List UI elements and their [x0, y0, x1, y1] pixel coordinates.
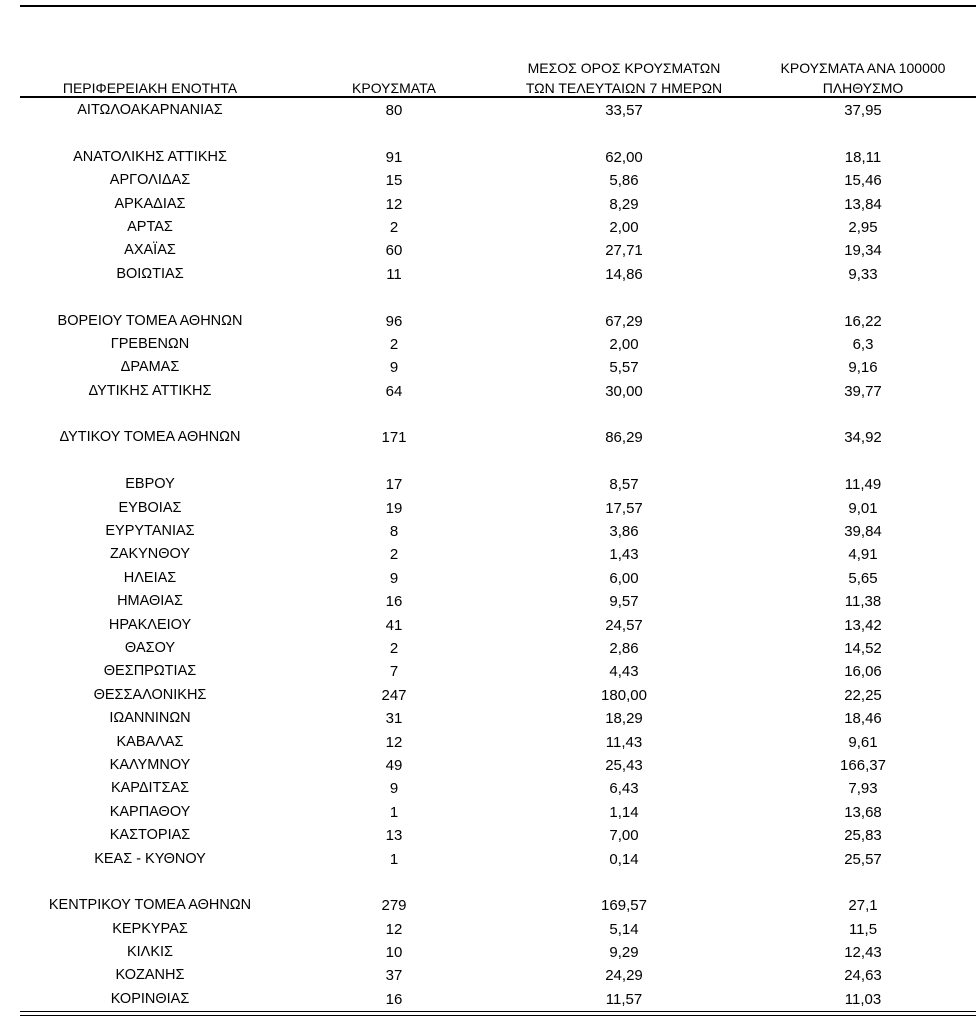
avg7-cell: 62,00 — [605, 148, 643, 166]
cases-cell: 9 — [389, 569, 399, 587]
avg7-cell: 1,14 — [609, 803, 639, 821]
per100k-cell: 11,49 — [844, 476, 882, 494]
table-row — [20, 824, 976, 847]
header-cases — [320, 78, 468, 98]
cases-cell: 12 — [385, 733, 403, 751]
cases-cell: 1 — [389, 850, 399, 868]
avg7-cell: 2,00 — [609, 335, 639, 353]
per100k-cell: 16,06 — [844, 663, 882, 681]
region-cell: ΑΝΑΤΟΛΙΚΗΣ ΑΤΤΙΚΗΣ — [73, 148, 227, 165]
region-cell: ΑΡΚΑΔΙΑΣ — [114, 195, 186, 212]
region-cell: ΚΑΡΔΙΤΣΑΣ — [110, 780, 190, 797]
region-cell: ΘΑΣΟΥ — [124, 639, 176, 656]
table-row — [20, 684, 976, 707]
table-row — [20, 918, 976, 941]
table-row — [20, 894, 976, 917]
cases-cell: 64 — [385, 382, 403, 400]
region-cell: ΑΡΓΟΛΙΔΑΣ — [109, 172, 191, 189]
region-cell: ΔΥΤΙΚΗΣ ΑΤΤΙΚΗΣ — [88, 382, 212, 399]
header-avg7-line1: ΜΕΣΟΣ ΟΡΟΣ ΚΡΟΥΣΜΑΤΩΝ — [527, 60, 721, 76]
avg7-cell: 11,43 — [605, 733, 643, 751]
cases-cell: 2 — [389, 546, 399, 564]
avg7-cell: 0,14 — [609, 850, 639, 868]
region-cell: ΑΡΤΑΣ — [127, 218, 173, 235]
avg7-cell: 180,00 — [601, 686, 647, 704]
table-row — [20, 731, 976, 754]
cases-cell: 279 — [381, 897, 407, 915]
table-row — [20, 637, 976, 660]
table-row — [20, 380, 976, 403]
cases-cell: 17 — [385, 476, 403, 494]
cases-cell: 19 — [385, 499, 403, 517]
avg7-cell: 3,86 — [609, 523, 639, 541]
header-avg7-line2: ΤΩΝ ΤΕΛΕΥΤΑΙΩΝ 7 ΗΜΕΡΩΝ — [525, 80, 723, 96]
cases-cell: 16 — [385, 593, 403, 611]
table-row — [20, 193, 976, 216]
per100k-cell: 22,25 — [844, 686, 882, 704]
per100k-cell: 13,68 — [844, 803, 882, 821]
region-cell: ΚΑΣΤΟΡΙΑΣ — [109, 827, 191, 844]
region-cell: ΚΕΝΤΡΙΚΟΥ ΤΟΜΕΑ ΑΘΗΝΩΝ — [48, 897, 252, 914]
region-cell: ΗΜΑΘΙΑΣ — [117, 593, 183, 610]
table-row — [20, 333, 976, 356]
table-row — [20, 310, 976, 333]
region-cell: ΓΡΕΒΕΝΩΝ — [110, 335, 190, 352]
table-row — [20, 941, 976, 964]
cases-cell: 15 — [385, 172, 403, 190]
avg7-cell: 9,57 — [609, 593, 639, 611]
cases-cell: 171 — [381, 429, 407, 447]
avg7-cell: 5,57 — [609, 359, 639, 377]
cases-cell: 80 — [385, 102, 403, 119]
table-row — [20, 239, 976, 262]
table-row — [20, 964, 976, 987]
per100k-cell: 166,37 — [840, 756, 886, 774]
avg7-cell: 67,29 — [605, 312, 643, 330]
cases-cell: 12 — [385, 920, 403, 938]
region-cell: ΕΥΒΟΙΑΣ — [118, 499, 182, 516]
per100k-cell: 18,11 — [844, 148, 882, 166]
per100k-cell: 13,84 — [844, 195, 882, 213]
per100k-cell: 9,16 — [848, 359, 878, 377]
table-row — [20, 567, 976, 590]
table-row — [20, 520, 976, 543]
cases-cell: 11 — [386, 265, 402, 283]
avg7-cell: 9,29 — [609, 944, 639, 962]
header-cases-label: ΚΡΟΥΣΜΑΤΑ — [352, 80, 436, 96]
table-row — [20, 848, 976, 871]
table-row — [20, 356, 976, 379]
avg7-cell: 2,86 — [609, 639, 639, 657]
per100k-cell: 39,84 — [844, 523, 882, 541]
avg7-cell: 25,43 — [605, 756, 643, 774]
bottom-rule — [20, 1011, 976, 1016]
avg7-cell: 14,86 — [605, 265, 643, 283]
table-row — [20, 777, 976, 800]
per100k-cell: 25,57 — [844, 850, 882, 868]
cases-cell: 13 — [385, 827, 403, 845]
cases-cell: 16 — [385, 990, 403, 1008]
top-rule — [20, 5, 976, 7]
table-row — [20, 543, 976, 566]
region-cell: ΚΑΛΥΜΝΟΥ — [109, 756, 191, 773]
per100k-cell: 5,65 — [848, 569, 878, 587]
region-cell: ΚΙΛΚΙΣ — [126, 944, 174, 961]
avg7-cell: 18,29 — [605, 710, 643, 728]
cases-cell: 2 — [389, 639, 399, 657]
avg7-cell: 33,57 — [605, 102, 643, 119]
cases-cell: 91 — [385, 148, 403, 166]
region-cell: ΚΟΡΙΝΘΙΑΣ — [110, 990, 190, 1007]
per100k-cell: 15,46 — [844, 172, 882, 190]
per100k-cell: 4,91 — [848, 546, 878, 564]
region-cell: ΑΧΑΪΑΣ — [124, 242, 176, 259]
cases-cell: 1 — [389, 803, 399, 821]
region-cell: ΔΡΑΜΑΣ — [120, 359, 180, 376]
cases-cell: 8 — [389, 523, 399, 541]
avg7-cell: 30,00 — [605, 382, 643, 400]
per100k-cell: 24,63 — [844, 967, 882, 985]
avg7-cell: 11,57 — [605, 990, 643, 1008]
table-row — [20, 146, 976, 169]
region-cell: ΚΑΒΑΛΑΣ — [116, 733, 184, 750]
table-row — [20, 754, 976, 777]
table-row — [20, 426, 976, 449]
cases-cell: 12 — [385, 195, 403, 213]
table-row — [20, 801, 976, 824]
table-header — [20, 56, 976, 98]
cases-cell: 247 — [381, 686, 407, 704]
per100k-cell: 27,1 — [848, 897, 878, 915]
region-cell: ΗΡΑΚΛΕΙΟΥ — [108, 616, 192, 633]
avg7-cell: 24,57 — [605, 616, 643, 634]
cases-cell: 10 — [385, 944, 403, 962]
per100k-cell: 7,93 — [848, 780, 878, 798]
table-row — [20, 169, 976, 192]
avg7-cell: 24,29 — [605, 967, 643, 985]
table-row — [20, 473, 976, 496]
per100k-cell: 19,34 — [844, 242, 882, 260]
per100k-cell: 16,22 — [844, 312, 882, 330]
region-cell: ΒΟΡΕΙΟΥ ΤΟΜΕΑ ΑΘΗΝΩΝ — [57, 312, 243, 329]
table-row — [20, 988, 976, 1011]
region-cell: ΘΕΣΠΡΩΤΙΑΣ — [103, 663, 197, 680]
per100k-cell: 6,3 — [852, 335, 874, 353]
per100k-cell: 37,95 — [844, 102, 882, 119]
per100k-cell: 18,46 — [844, 710, 882, 728]
region-cell: ΕΒΡΟΥ — [125, 476, 175, 493]
region-cell: ΚΕΑΣ - ΚΥΘΝΟΥ — [94, 850, 206, 867]
header-per100k-line1: ΚΡΟΥΣΜΑΤΑ ΑΝΑ 100000 — [780, 60, 946, 76]
avg7-cell: 169,57 — [601, 897, 647, 915]
header-per100k — [750, 58, 976, 98]
avg7-cell: 17,57 — [605, 499, 643, 517]
cases-cell: 2 — [389, 218, 399, 236]
header-region — [20, 78, 280, 98]
cases-cell: 2 — [389, 335, 399, 353]
table-row — [20, 590, 976, 613]
table-row — [20, 707, 976, 730]
avg7-cell: 1,43 — [609, 546, 639, 564]
cases-cell: 96 — [385, 312, 403, 330]
region-cell: ΑΙΤΩΛΟΑΚΑΡΝΑΝΙΑΣ — [77, 102, 223, 118]
table-row — [20, 263, 976, 286]
region-cell: ΚΑΡΠΑΘΟΥ — [109, 803, 191, 820]
region-cell: ΚΟΖΑΝΗΣ — [115, 967, 185, 984]
region-cell: ΙΩΑΝΝΙΝΩΝ — [109, 710, 191, 727]
region-cell: ΖΑΚΥΝΘΟΥ — [109, 546, 191, 563]
table-row — [20, 216, 976, 239]
region-cell: ΘΕΣΣΑΛΟΝΙΚΗΣ — [93, 686, 207, 703]
cases-cell: 37 — [385, 967, 403, 985]
region-cell: ΒΟΙΩΤΙΑΣ — [116, 265, 184, 282]
table-row — [20, 614, 976, 637]
per100k-cell: 14,52 — [844, 639, 882, 657]
per100k-cell: 34,92 — [844, 429, 882, 447]
avg7-cell: 8,29 — [609, 195, 639, 213]
cases-cell: 9 — [389, 780, 399, 798]
avg7-cell: 4,43 — [609, 663, 639, 681]
per100k-cell: 11,38 — [844, 593, 882, 611]
table-row — [20, 497, 976, 520]
avg7-cell: 27,71 — [605, 242, 643, 260]
avg7-cell: 7,00 — [609, 827, 639, 845]
region-cell: ΚΕΡΚΥΡΑΣ — [112, 920, 188, 937]
cases-cell: 41 — [385, 616, 403, 634]
per100k-cell: 9,01 — [848, 499, 878, 517]
table-row — [20, 660, 976, 683]
region-cell: ΔΥΤΙΚΟΥ ΤΟΜΕΑ ΑΘΗΝΩΝ — [59, 429, 241, 446]
per100k-cell: 11,5 — [848, 920, 878, 938]
avg7-cell: 5,86 — [609, 172, 639, 190]
per100k-cell: 12,43 — [844, 944, 882, 962]
cases-cell: 9 — [389, 359, 399, 377]
avg7-cell: 6,43 — [609, 780, 639, 798]
header-per100k-line2: ΠΛΗΘΥΣΜΟ — [822, 80, 904, 96]
per100k-cell: 9,33 — [848, 265, 878, 283]
cases-cell: 60 — [385, 242, 403, 260]
per100k-cell: 9,61 — [848, 733, 878, 751]
cases-cell: 7 — [389, 663, 399, 681]
header-avg7 — [500, 58, 748, 98]
per100k-cell: 13,42 — [844, 616, 882, 634]
region-cell: ΕΥΡΥΤΑΝΙΑΣ — [105, 523, 195, 540]
cases-cell: 49 — [385, 756, 403, 774]
table-body — [20, 99, 976, 1011]
cases-cell: 31 — [385, 710, 403, 728]
header-region-label: ΠΕΡΙΦΕΡΕΙΑΚΗ ΕΝΟΤΗΤΑ — [62, 80, 238, 96]
per100k-cell: 11,03 — [844, 990, 882, 1008]
avg7-cell: 6,00 — [609, 569, 639, 587]
per100k-cell: 25,83 — [844, 827, 882, 845]
per100k-cell: 2,95 — [848, 218, 878, 236]
per100k-cell: 39,77 — [844, 382, 882, 400]
avg7-cell: 86,29 — [605, 429, 643, 447]
avg7-cell: 2,00 — [609, 218, 639, 236]
table-row — [20, 99, 976, 122]
avg7-cell: 5,14 — [609, 920, 639, 938]
region-cell: ΗΛΕΙΑΣ — [123, 569, 177, 586]
avg7-cell: 8,57 — [609, 476, 639, 494]
